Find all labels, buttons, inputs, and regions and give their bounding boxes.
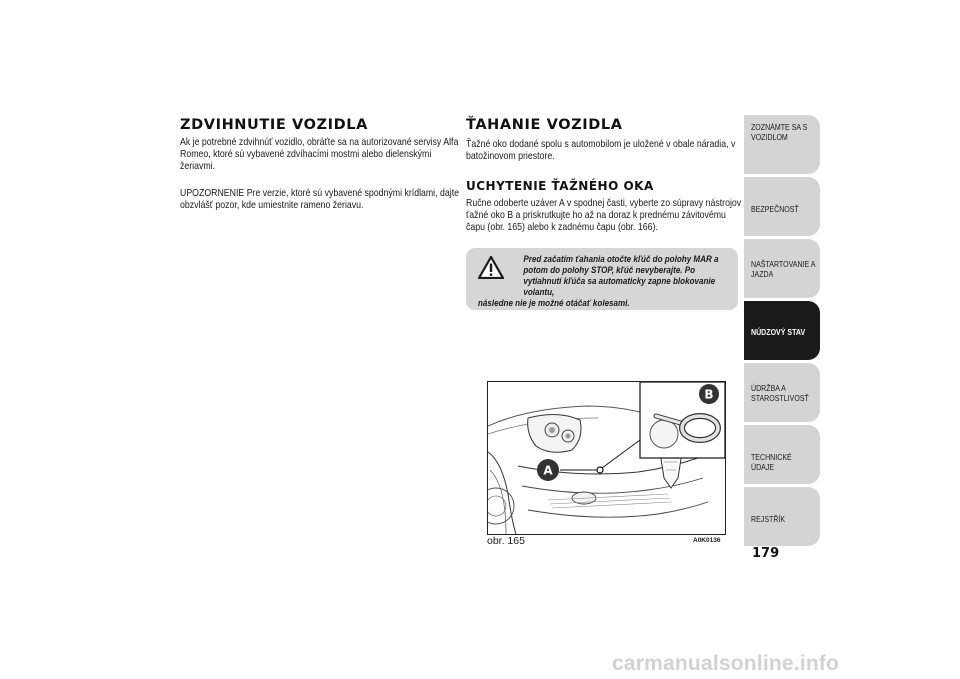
tab-bezpecnost[interactable] xyxy=(744,177,820,236)
figure-caption: obr. 165 xyxy=(487,535,525,547)
page-number: 179 xyxy=(752,546,780,561)
tab-zoznamte-sa[interactable] xyxy=(744,115,820,174)
callout-a-label: A xyxy=(543,463,553,478)
tab-technicke-udaje[interactable] xyxy=(744,425,820,484)
warning-box xyxy=(466,248,738,310)
tab-label: NÚDZOVÝ STAV xyxy=(751,327,806,337)
warning-text xyxy=(478,254,726,309)
callout-b-label: B xyxy=(704,387,714,402)
tab-label: NAŠTARTOVANIE A JAZDA xyxy=(751,259,816,279)
tab-label: ZOZNÁMTE SA S VOZIDLOM xyxy=(751,122,808,142)
tab-udrzba[interactable] xyxy=(744,363,820,422)
warning-text-indented: Pred začatím ťahania otočte kľúč do polohy MAR a potom do polohy STOP, kľúč nevyberajte. Po vytiahnutí kľúča sa automaticky zapne blokovanie volantu, xyxy=(523,254,719,298)
paragraph-lifting: Ak je potrebné zdvihnúť vozidlo, obráťte sa na autorizované servisy Alfa Romeo, ktoré sú vybavené zdvíhacími mostmi alebo dielenskými žeriavmi. xyxy=(180,137,459,173)
figure-tow-eye xyxy=(487,381,726,535)
tab-rejstrik[interactable] xyxy=(744,487,820,546)
section-heading-lifting: ZDVIHNUTIE VOZIDLA xyxy=(180,117,368,133)
warning-text-full: následne nie je možné otáčať kolesami. xyxy=(478,298,630,309)
tab-nudzovy-stav[interactable] xyxy=(744,301,820,360)
car-front-illustration xyxy=(488,382,725,534)
subheading-tow-eye: UCHYTENIE ŤAŽNÉHO OKA xyxy=(466,179,654,193)
tab-label: BEZPEČNOSŤ xyxy=(751,204,799,214)
paragraph-tow-eye: Ručne odoberte uzáver A v spodnej časti, vyberte zo súpravy nástrojov ťažné oko B a priskrutkujte ho až na doraz k prednému závitovému čapu (obr. 165) alebo k zadnému čapu (obr. 166). xyxy=(466,198,742,234)
figure-code: A0K0136 xyxy=(693,537,721,544)
tab-label: ÚDRŽBA A STAROSTLIVOSŤ xyxy=(751,383,809,403)
section-heading-towing: ŤAHANIE VOZIDLA xyxy=(466,117,623,133)
tab-label: REJSTŘÍK xyxy=(751,514,786,524)
paragraph-towing-intro: Ťažné oko dodané spolu s automobilom je uložené v obale náradia, v batožinovom priestore. xyxy=(466,139,736,163)
tab-nastartovanie[interactable] xyxy=(744,239,820,298)
paragraph-warning-note: UPOZORNENIE Pre verzie, ktoré sú vybavené spodnými krídlami, dajte obzvlášť pozor, kde umiestnite rameno žeriavu. xyxy=(180,188,460,212)
watermark: carmanualsonline.info xyxy=(612,652,840,675)
tab-label: TECHNICKÉ ÚDAJE xyxy=(751,452,792,472)
